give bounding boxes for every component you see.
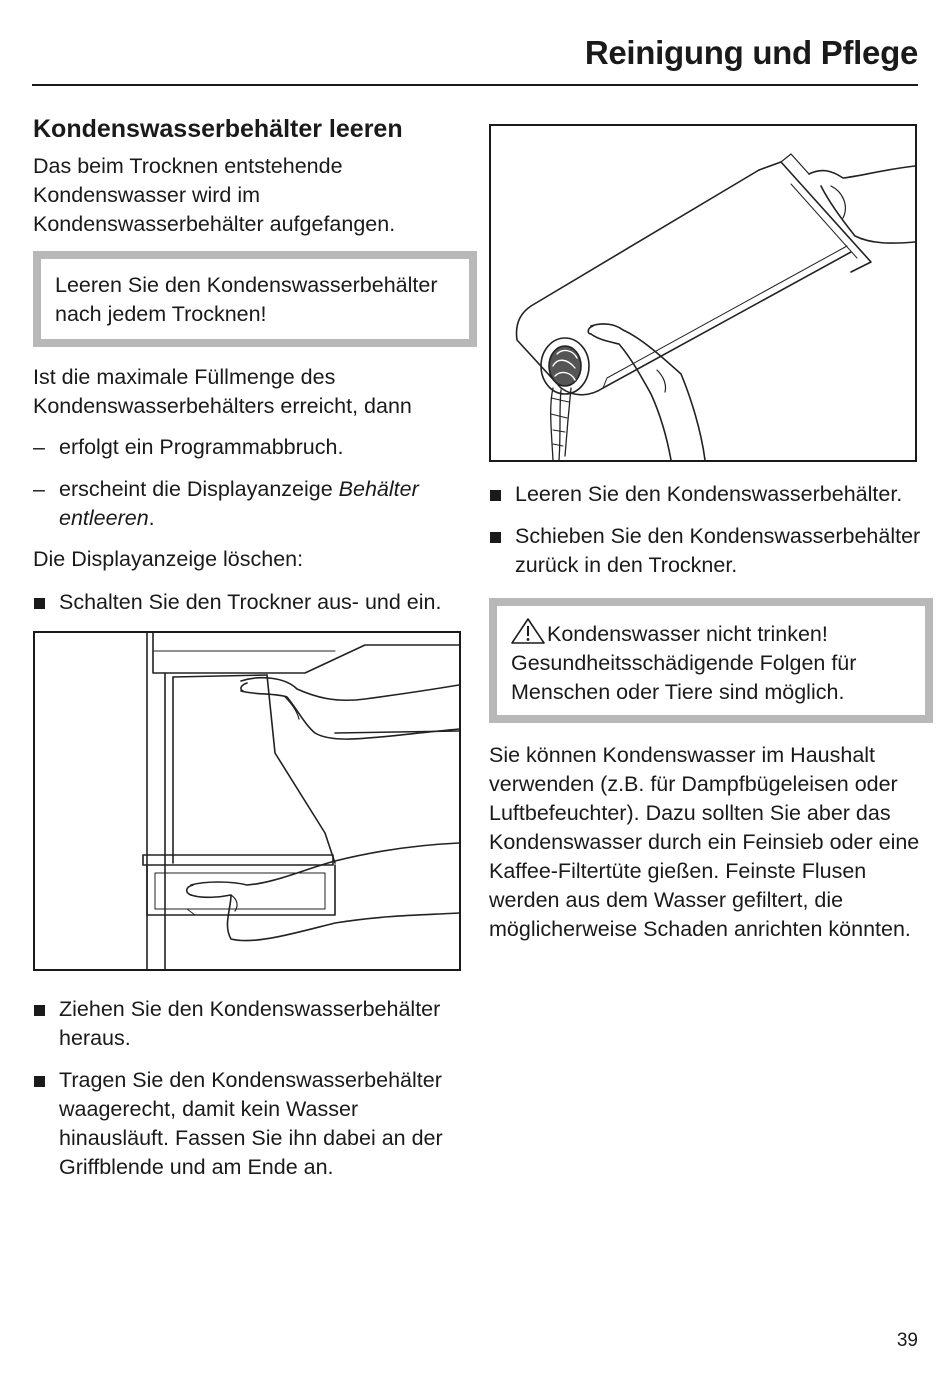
list-item: [33, 1066, 463, 1182]
list-item-punct: .: [148, 506, 155, 530]
list-item: [489, 522, 921, 580]
clear-display-paragraph: Die Displayanzeige löschen:: [33, 547, 304, 571]
square-bullet-icon: [490, 490, 501, 501]
header-divider: [32, 84, 918, 86]
right-column: [489, 124, 921, 956]
list-item-text: Leeren Sie den Kondenswasserbehälter.: [515, 482, 903, 506]
switch-step-list: [33, 588, 463, 617]
empty-step-list: [489, 480, 921, 580]
list-item-text: Tragen Sie den Kondenswasserbehälter waagerecht, damit kein Wasser hinausläuft. Fassen Sie ihn dabei an der Griffblende und am Ende an.: [59, 1068, 443, 1179]
square-bullet-icon: [490, 532, 501, 543]
display-message: Behälter entleeren: [59, 477, 419, 530]
list-item: [33, 475, 463, 533]
list-item-text: Ziehen Sie den Kondenswasserbehälter heraus.: [59, 997, 441, 1050]
list-item: [489, 480, 921, 509]
square-bullet-icon: [34, 1076, 45, 1087]
dash-bullet: –: [33, 435, 45, 459]
left-column: [33, 112, 463, 1194]
square-bullet-icon: [34, 598, 45, 609]
remove-step-list: [33, 995, 463, 1182]
page-section-title: Reinigung und Pflege: [584, 34, 918, 71]
square-bullet-icon: [34, 1005, 45, 1016]
warning-triangle-icon: [511, 618, 545, 644]
page-number: 39: [896, 1330, 918, 1351]
pull-out-container-illustration: [33, 631, 461, 971]
section-heading: Kondenswasserbehälter leeren: [33, 115, 403, 143]
note-text: Leeren Sie den Kondenswasserbehälter nach jedem Trocknen!: [55, 273, 438, 326]
list-item-text: Schieben Sie den Kondenswasserbehälter zurück in den Trockner.: [515, 524, 921, 577]
warning-box: [489, 598, 933, 723]
intro-paragraph: Das beim Trocknen entstehende Kondenswasser wird im Kondenswasserbehälter aufgefangen.: [33, 154, 396, 236]
list-item-text: erfolgt ein Programmabbruch.: [59, 435, 344, 459]
list-item: [33, 433, 463, 462]
list-item: [33, 588, 463, 617]
note-box: [33, 251, 477, 347]
list-item-text: erscheint die Displayanzeige: [59, 477, 339, 501]
consequence-list: [33, 433, 463, 533]
list-item-text: Schalten Sie den Trockner aus- und ein.: [59, 590, 442, 614]
warning-text: Kondenswasser nicht trinken! Gesundheitsschädigende Folgen für Menschen oder Tiere sind möglich.: [511, 622, 857, 704]
max-fill-paragraph: Ist die maximale Füllmenge des Kondenswasserbehälters erreicht, dann: [33, 365, 412, 418]
empty-container-illustration: [489, 124, 917, 462]
usage-paragraph: Sie können Kondenswasser im Haushalt verwenden (z.B. für Dampfbügeleisen oder Luftbefeuchter). Dazu sollten Sie aber das Kondenswasser durch ein Feinsieb oder eine Kaffee-Filtertüte gießen. Feinste Flusen werden aus dem Wasser gefiltert, die möglicherweise Schaden anrichten könnten.: [489, 743, 920, 941]
dash-bullet: –: [33, 477, 45, 501]
list-item: [33, 995, 463, 1053]
